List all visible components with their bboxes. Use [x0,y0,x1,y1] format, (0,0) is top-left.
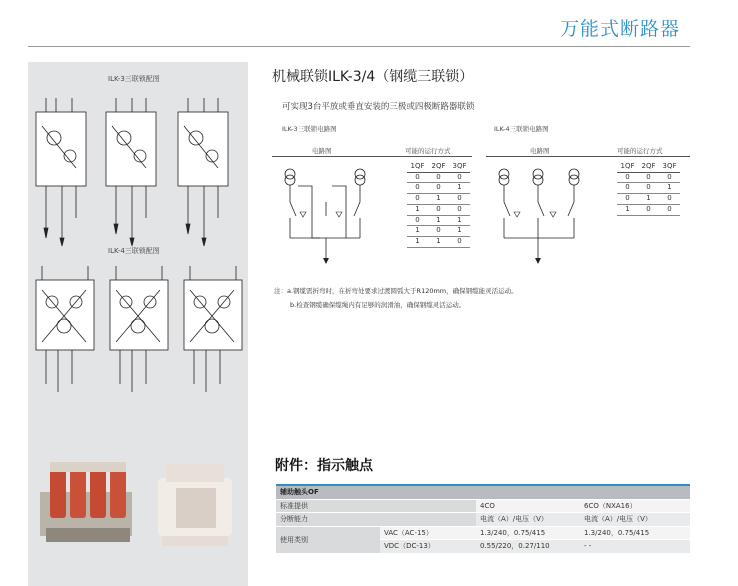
ilk4-header-rule [486,156,690,157]
table-cell: 0 [659,194,680,205]
table-cell: 1 [407,226,428,237]
table-cell: 1 [428,194,449,205]
section-title: 机械联锁ILK-3/4（钢缆三联锁） [272,69,474,85]
table-cell: 1 [617,204,638,215]
ilk3-title: ILK-3三联锁电路图 [282,125,337,133]
table-cell: 0 [659,204,680,215]
table-cell: 1 [449,215,470,226]
ilk4-truth-table [617,162,680,216]
table-cell: 0 [407,194,428,205]
ilk3-circuit-diagram [276,160,386,270]
table-cell: 0 [407,183,428,194]
ilk3-mechanism-drawing [32,98,248,248]
table-cell: VDC（DC-13） [380,540,476,554]
table-cell: 0 [638,183,659,194]
row-label-usage: 使用类别 [276,526,380,553]
table-cell: 1 [428,236,449,247]
note-b: b.检查钢缆确保缆绳内有足够的润滑油，确保钢缆灵活运动。 [290,301,466,309]
table-cell: 1 [659,183,680,194]
table-cell: - - [580,540,690,554]
table-cell: 4CO [476,499,580,513]
ilk3-modes-label: 可能的运行方式 [405,147,451,155]
accessory-table [276,486,690,554]
table-cell: 1 [449,226,470,237]
table-cell: 1 [638,194,659,205]
table-cell: 0 [617,183,638,194]
table-cell: 6CO（NXA16） [580,499,690,513]
table-cell: 0 [659,172,680,183]
header-divider [28,46,690,47]
table-cell: 0 [428,172,449,183]
table-cell: 0.55/220，0.27/110 [476,540,580,554]
ilk4-col-3qf: 3QF [659,162,680,172]
table-cell: 0 [449,194,470,205]
table-cell: 1 [407,204,428,215]
fig2-caption: ILK-4三联锁配图 [108,247,160,255]
left-figure-panel [28,62,248,586]
ilk3-col-3qf: 3QF [449,162,470,172]
ilk3-col-1qf: 1QF [407,162,428,172]
ilk4-title: ILK-4三联锁电路图 [494,125,549,133]
table-cell: 0 [638,172,659,183]
row-label-standard: 标准提供 [276,499,476,513]
table-cell: 0 [428,183,449,194]
table-cell: 0 [449,236,470,247]
table-cell: 0 [638,204,659,215]
ilk4-col-1qf: 1QF [617,162,638,172]
ilk3-truth-table [407,162,470,248]
table-cell: 0 [428,226,449,237]
ilk4-mechanism-drawing [32,266,248,392]
fig1-caption: ILK-3三联锁配图 [108,75,160,83]
table-cell: 0 [617,194,638,205]
ilk4-modes-label: 可能的运行方式 [617,147,663,155]
table-cell: 0 [407,215,428,226]
auxiliary-contact-photos [36,458,242,554]
ilk3-circuit-label: 电路图 [312,147,332,155]
table-cell: 电流（A）/电压（V） [580,513,690,527]
table-cell: VAC（AC-15） [380,526,476,540]
ilk4-col-2qf: 2QF [638,162,659,172]
note-a: 注：a.钢缆需折弯时，在折弯处要求过渡圆弧大于R120mm，确保钢缆能灵活运动。 [274,287,518,295]
table-cell: 1 [449,183,470,194]
accessory-title: 附件：指示触点 [275,458,373,474]
table-cell: 1.3/240，0.75/415 [580,526,690,540]
table-cell: 电流（A）/电压（V） [476,513,580,527]
table-cell: 0 [407,172,428,183]
table-cell: 0 [449,204,470,215]
table-cell: 1 [407,236,428,247]
section-subtitle: 可实现3台平放或垂直安装的三极或四极断路器联锁 [282,102,475,112]
table-cell: 0 [449,172,470,183]
ilk4-circuit-label: 电路图 [530,147,550,155]
table-cell: 1.3/240，0.75/415 [476,526,580,540]
brand-title: 万能式断路器 [560,18,681,40]
table-cell: 0 [428,204,449,215]
row-label-breaking: 分断能力 [276,513,476,527]
ilk4-circuit-diagram [490,160,600,270]
table-cell: 0 [617,172,638,183]
ilk3-col-2qf: 2QF [428,162,449,172]
table-cell: 1 [428,215,449,226]
ilk3-header-rule [272,156,472,157]
accessory-table-header: 辅助触头OF [276,486,690,499]
